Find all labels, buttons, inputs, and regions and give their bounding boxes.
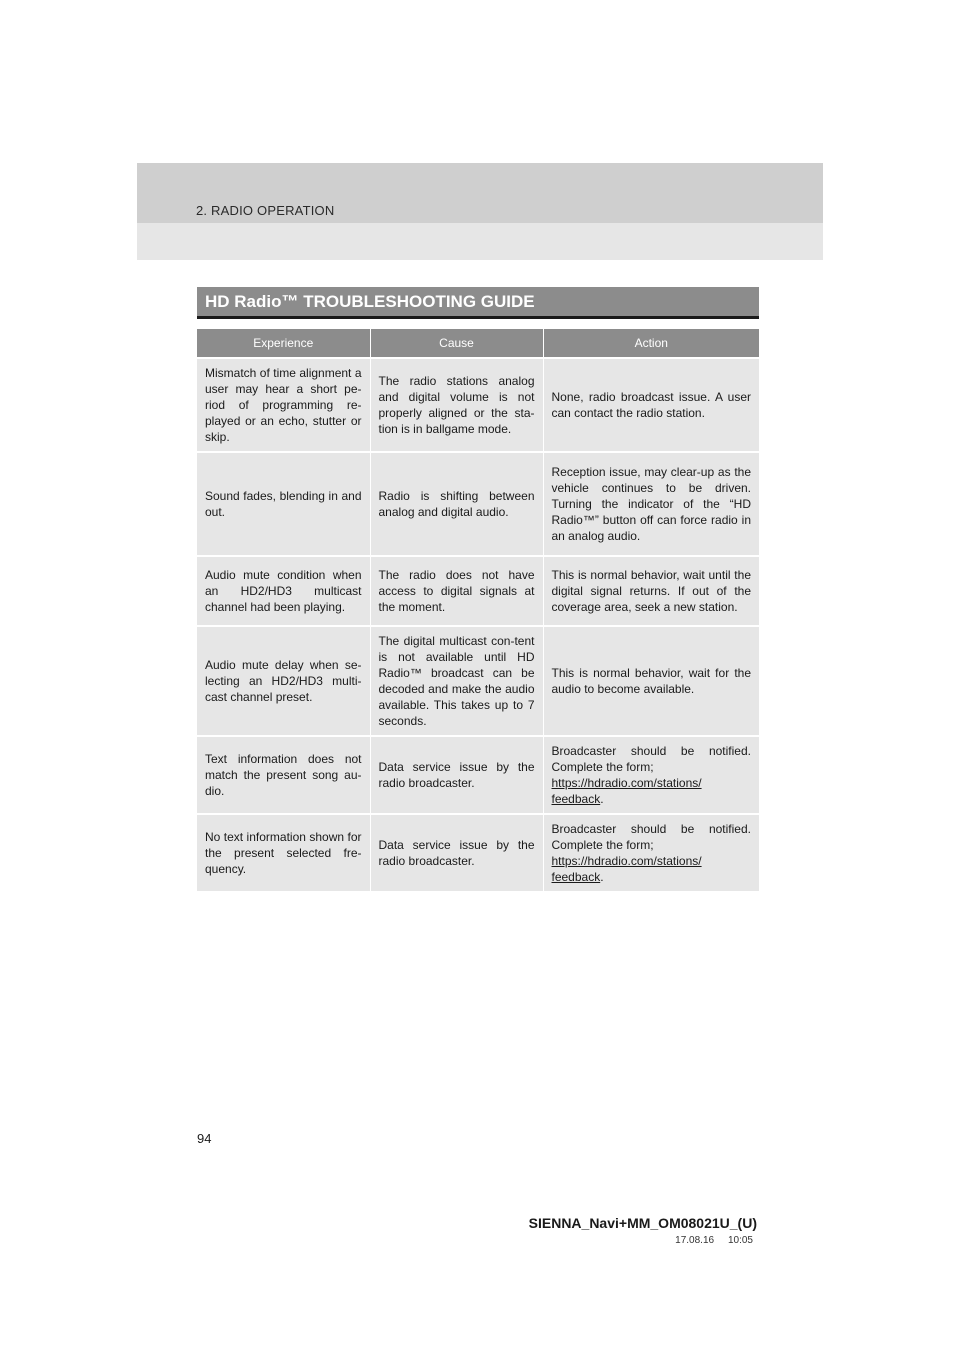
cause-cell: The radio stations analog and digital volume is not properly aligned or the sta-tion is in ballgame mode. [370, 358, 543, 452]
document-date: 17.08.16 10:05 [675, 1235, 753, 1246]
action-end: . [600, 870, 604, 884]
table-row [197, 814, 759, 891]
troubleshooting-table [197, 329, 759, 891]
feedback-link-url: https://hdradio.com/stations/ [551, 776, 702, 790]
feedback-link-url: https://hdradio.com/stations/ [551, 854, 702, 868]
section-label: 2. RADIO OPERATION [196, 203, 335, 218]
action-cell: None, radio broadcast issue. A user can contact the radio station. [543, 358, 759, 452]
column-header-action: Action [543, 329, 759, 358]
document-code: SIENNA_Navi+MM_OM08021U_(U) [528, 1215, 757, 1231]
cause-cell: The radio does not have access to digital signals at the moment. [370, 556, 543, 626]
action-text: Broadcaster should be notified. Complete the form; [551, 744, 751, 774]
action-end: . [600, 792, 604, 806]
feedback-link-path: feedback [551, 792, 601, 806]
experience-cell: Sound fades, blending in and out. [197, 452, 370, 556]
cause-cell: Data service issue by the radio broadcaster. [370, 814, 543, 891]
table-row [197, 556, 759, 626]
action-text: Broadcaster should be notified. Complete the form; [551, 822, 751, 852]
feedback-link[interactable] [552, 854, 702, 884]
table-row [197, 736, 759, 814]
column-header-experience: Experience [197, 329, 370, 358]
experience-cell: Audio mute delay when se-lecting an HD2/HD3 multi-cast channel preset. [197, 626, 370, 736]
cause-cell: Data service issue by the radio broadcaster. [370, 736, 543, 814]
column-header-cause: Cause [370, 329, 543, 358]
feedback-link-path: feedback [551, 870, 601, 884]
experience-cell: Audio mute condition when an HD2/HD3 multicast channel had been playing. [197, 556, 370, 626]
experience-cell: Mismatch of time alignment a user may hear a short pe-riod of programming re-played or an echo, stutter or skip. [197, 358, 370, 452]
table-header-row [197, 329, 759, 358]
experience-cell: No text information shown for the present selected fre-quency. [197, 814, 370, 891]
action-cell [543, 814, 759, 891]
cause-cell: The digital multicast con-tent is not available until HD Radio™ broadcast can be decoded and make the audio available. This takes up to 7 seconds. [370, 626, 543, 736]
header-band [137, 163, 823, 260]
page-number: 94 [197, 1131, 212, 1146]
cause-cell: Radio is shifting between analog and digital audio. [370, 452, 543, 556]
experience-cell: Text information does not match the present song au-dio. [197, 736, 370, 814]
feedback-link[interactable] [552, 776, 702, 806]
action-cell: This is normal behavior, wait for the audio to become available. [543, 626, 759, 736]
guide-title-rule [197, 316, 759, 319]
action-cell: Reception issue, may clear-up as the vehicle continues to be driven. Turning the indicator of the “HD Radio™” button off can force radio in an analog audio. [543, 452, 759, 556]
guide-title: HD Radio™ TROUBLESHOOTING GUIDE [197, 287, 759, 316]
action-cell [543, 736, 759, 814]
table-row [197, 452, 759, 556]
action-cell: This is normal behavior, wait until the digital signal returns. If out of the coverage area, seek a new station. [543, 556, 759, 626]
table-row [197, 626, 759, 736]
table-row [197, 358, 759, 452]
